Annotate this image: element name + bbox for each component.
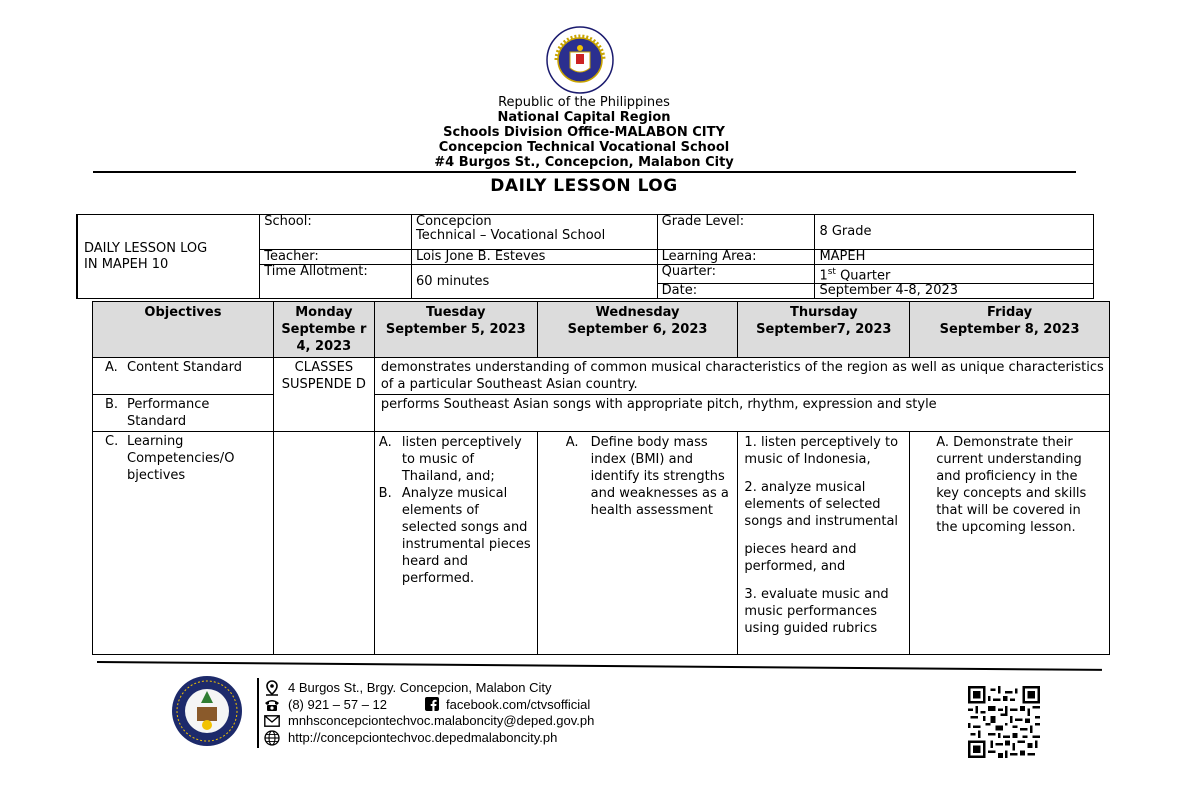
- wednesday-competencies: [537, 432, 738, 655]
- grade-label: Grade Level:: [657, 215, 815, 250]
- wednesday-label: Wednesday: [595, 305, 680, 320]
- friday-header: [910, 302, 1110, 358]
- school-value: [412, 215, 658, 250]
- footer-email[interactable]: mnhsconcepciontechvoc.malaboncity@deped.gov.ph: [288, 713, 595, 728]
- thursday-competencies: [738, 432, 910, 655]
- thursday-header: [738, 302, 910, 358]
- lesson-info-table: [76, 214, 1094, 299]
- footer-phone: (8) 921 – 57 – 12: [288, 697, 388, 712]
- teacher-value: Lois Jone B. Esteves: [412, 250, 658, 265]
- school-label: School:: [260, 215, 412, 250]
- friday-date: September 8, 2023: [939, 322, 1080, 337]
- content-standard-text: demonstrates understanding of common musical characteristics of the region as well as unique characteristics of a particular Southeast Asian country.: [374, 358, 1109, 395]
- qr-code: [968, 686, 1040, 758]
- area-label: Learning Area:: [657, 250, 815, 265]
- thursday-date: September7, 2023: [756, 322, 892, 337]
- quarter-number: 1: [819, 268, 828, 284]
- log-label-line1: DAILY LESSON LOG: [84, 240, 208, 256]
- deped-seal-logo: [546, 26, 614, 94]
- wednesday-date: September 6, 2023: [567, 322, 708, 337]
- phone-icon: [264, 698, 280, 712]
- grade-value: 8 Grade: [815, 215, 1094, 250]
- quarter-label: Quarter:: [657, 265, 815, 284]
- thursday-item-3: 3. evaluate music and music performances using guided rubrics: [744, 587, 889, 636]
- monday-date: Septembe r 4, 2023: [281, 322, 367, 354]
- teacher-label: Teacher:: [260, 250, 412, 265]
- header-rule: [93, 171, 1076, 173]
- header-country: Republic of the Philippines: [498, 95, 670, 110]
- footer-website[interactable]: http://concepciontechvoc.depedmalaboncity.ph: [288, 730, 558, 745]
- friday-competencies: A. Demonstrate their current understanding and proficiency in the key concepts and skills that will be covered in the upcoming lesson.: [910, 432, 1110, 655]
- monday-suspended-note: CLASSES SUSPENDE D: [273, 358, 374, 432]
- thursday-item-2-cont: pieces heard and performed, and: [744, 542, 857, 574]
- footer-rule: [97, 661, 1102, 671]
- row-c-letter: C.: [105, 434, 119, 449]
- monday-label: Monday: [295, 305, 353, 320]
- quarter-value: [815, 265, 1094, 284]
- log-label-line2: IN MAPEH 10: [84, 256, 169, 272]
- school-value-line1: Concepcion: [416, 214, 492, 229]
- footer-address: 4 Burgos St., Brgy. Concepcion, Malabon City: [288, 680, 552, 695]
- school-value-line2: Technical – Vocational School: [416, 228, 606, 243]
- header-address: #4 Burgos St., Concepcion, Malabon City: [434, 155, 734, 170]
- location-icon: [265, 680, 279, 696]
- email-icon: [264, 715, 280, 727]
- footer-facebook[interactable]: facebook.com/ctvsofficial: [446, 697, 591, 712]
- row-a-text: Content Standard: [127, 360, 242, 375]
- row-b-text: Performance Standard: [127, 397, 210, 429]
- tuesday-item-b: B. Analyze musical elements of selected songs and instrumental pieces heard and performed.: [396, 485, 536, 587]
- date-label: Date:: [657, 284, 815, 299]
- facebook-icon: [425, 697, 439, 711]
- time-value: 60 minutes: [412, 265, 658, 299]
- footer-divider: [257, 678, 259, 748]
- row-c-text: Learning Competencies/O bjectives: [127, 434, 235, 483]
- time-label: Time Allotment:: [260, 265, 412, 299]
- log-title-cell: [77, 215, 260, 299]
- monday-header: [273, 302, 374, 358]
- date-value: September 4-8, 2023: [815, 284, 1094, 299]
- lesson-plan-table: [92, 301, 1110, 655]
- objectives-header: Objectives: [93, 302, 274, 358]
- thursday-item-1: 1. listen perceptively to music of Indonesia,: [744, 435, 899, 467]
- wednesday-header: [537, 302, 738, 358]
- area-value: MAPEH: [815, 250, 1094, 265]
- tuesday-header: [374, 302, 537, 358]
- thursday-label: Thursday: [789, 305, 858, 320]
- friday-label: Friday: [987, 305, 1033, 320]
- globe-icon: [264, 730, 280, 746]
- performance-standard-label: [93, 395, 274, 432]
- performance-standard-text: performs Southeast Asian songs with appropriate pitch, rhythm, expression and style: [374, 395, 1109, 432]
- tuesday-item-a: A. listen perceptively to music of Thailand, and;: [396, 434, 536, 485]
- tuesday-competencies: [374, 432, 537, 655]
- monday-competencies: [273, 432, 374, 655]
- wednesday-item-a: A. Define body mass index (BMI) and identify its strengths and weaknesses as a health assessment: [583, 434, 737, 519]
- content-standard-label: [93, 358, 274, 395]
- document-title: DAILY LESSON LOG: [490, 176, 678, 196]
- tuesday-label: Tuesday: [426, 305, 486, 320]
- header-school: Concepcion Technical Vocational School: [438, 140, 730, 155]
- row-a-letter: A.: [105, 360, 118, 375]
- header-region: National Capital Region: [497, 110, 671, 125]
- competencies-label: [93, 432, 274, 655]
- tuesday-date: September 5, 2023: [385, 322, 526, 337]
- header-division: Schools Division Office-MALABON CITY: [443, 125, 725, 140]
- thursday-item-2: 2. analyze musical elements of selected songs and instrumental: [744, 480, 899, 529]
- quarter-suffix: st: [827, 267, 836, 277]
- quarter-word: Quarter: [835, 268, 891, 284]
- row-b-letter: B.: [105, 397, 119, 412]
- school-logo: [171, 675, 243, 747]
